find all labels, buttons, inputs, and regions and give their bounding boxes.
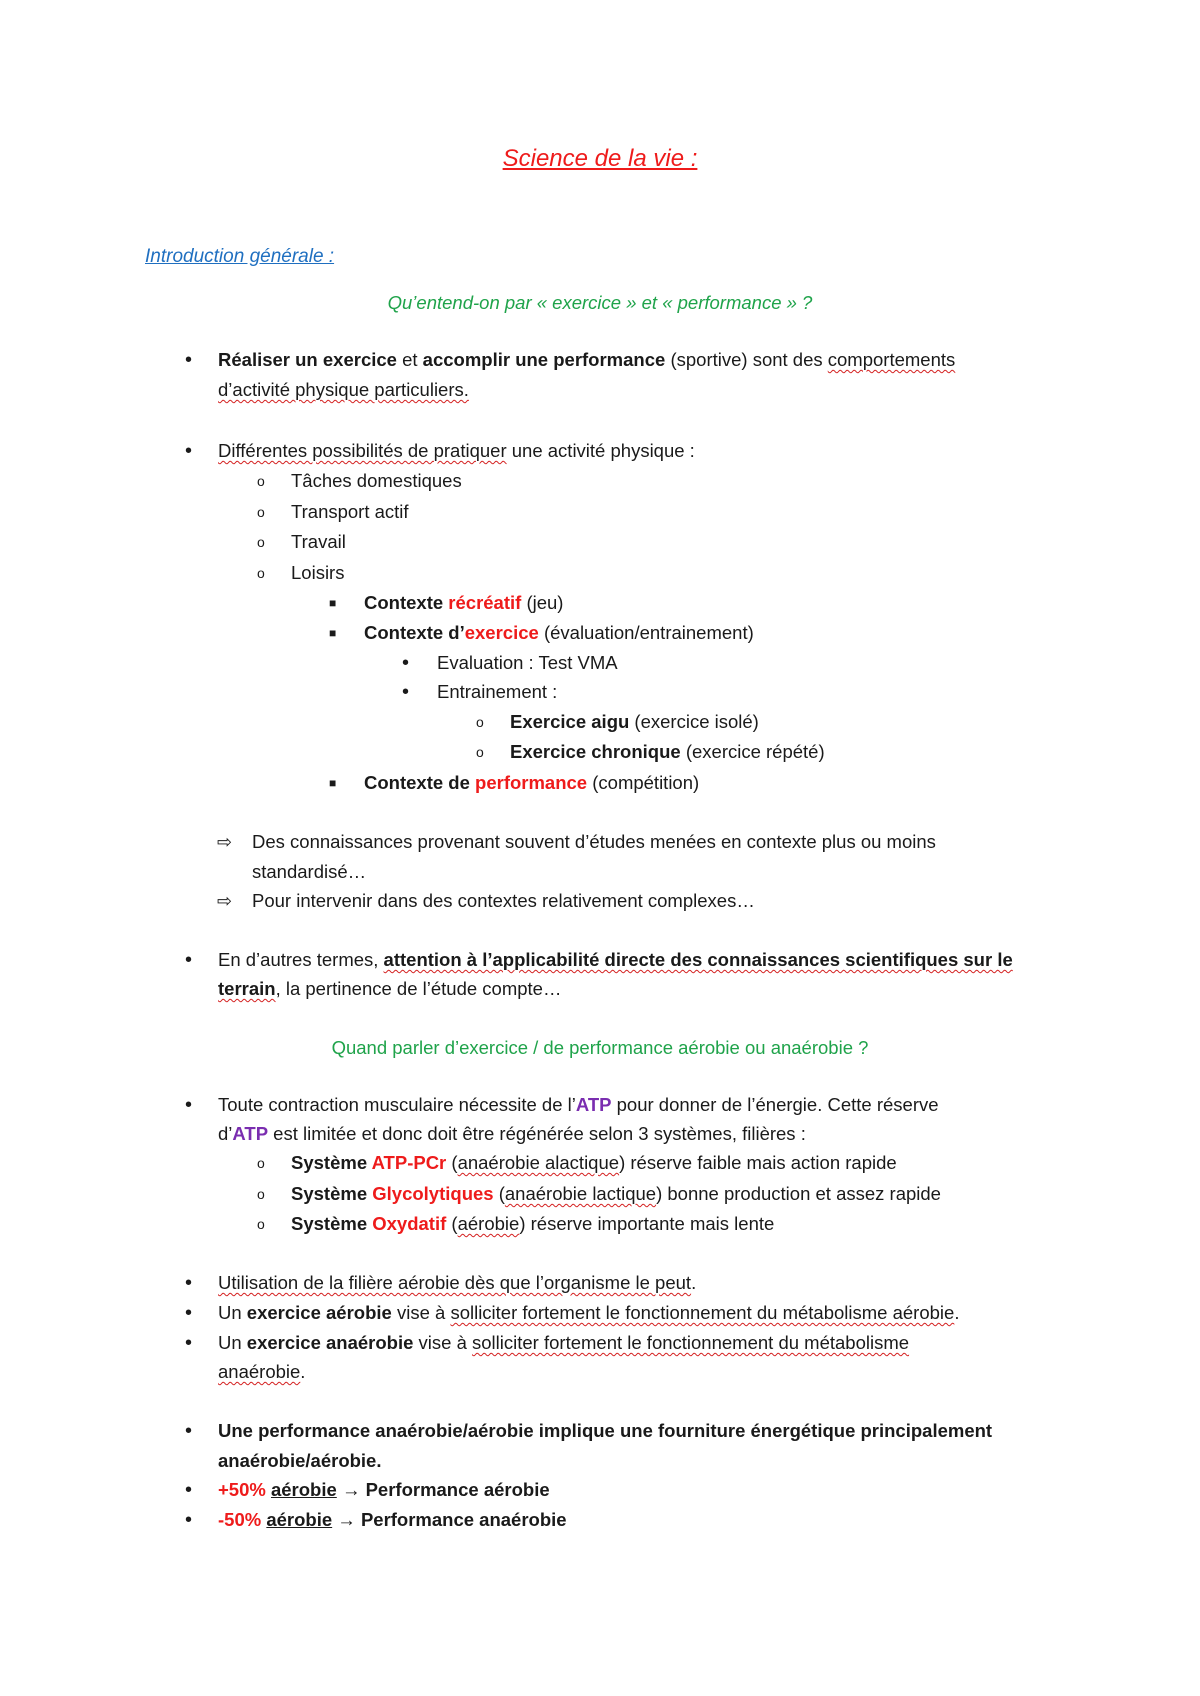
- bullet-text-continued: d’ATP est limitée et donc doit être régénérée selon 3 systèmes, filières :: [218, 1123, 806, 1144]
- list-item: Entrainement :: [437, 681, 558, 702]
- bullet-icon: •: [185, 1094, 193, 1116]
- bullet-text: Utilisation de la filière aérobie dès que l’organisme le peut.: [218, 1272, 697, 1293]
- bullet-text: Réaliser un exercice et accomplir une performance (sportive) sont des comportements: [218, 349, 956, 370]
- bullet-text: Un exercice anaérobie vise à solliciter fortement le fonctionnement du métabolisme: [218, 1332, 910, 1353]
- circle-bullet-icon: o: [257, 1186, 265, 1202]
- right-arrow-icon: →: [337, 1509, 356, 1530]
- list-item: Contexte d’exercice (évaluation/entrainement): [364, 622, 754, 643]
- bullet-text: En d’autres termes, attention à l’applicabilité directe des connaissances scientifiques sur le: [218, 949, 1013, 970]
- arrow-item: Des connaissances provenant souvent d’études menées en contexte plus ou moins: [252, 831, 936, 852]
- list-item: Loisirs: [291, 562, 345, 583]
- list-item: Transport actif: [291, 501, 409, 522]
- bullet-text-continued: d’activité physique particuliers.: [218, 379, 469, 400]
- list-item: Tâches domestiques: [291, 470, 462, 491]
- circle-bullet-icon: o: [257, 1155, 265, 1171]
- list-item: Contexte de performance (compétition): [364, 772, 700, 793]
- bullet-icon: •: [185, 1509, 193, 1531]
- square-bullet-icon: ■: [329, 596, 337, 610]
- arrow-item-continued: standardisé…: [252, 861, 367, 882]
- bullet-icon: •: [185, 1420, 193, 1442]
- bullet-icon: •: [185, 1332, 193, 1354]
- circle-bullet-icon: o: [257, 565, 265, 581]
- circle-bullet-icon: o: [476, 744, 484, 760]
- circle-bullet-icon: o: [257, 504, 265, 520]
- document-title: Science de la vie :: [502, 145, 698, 172]
- circle-bullet-icon: o: [257, 534, 265, 550]
- bullet-text: -50% aérobie → Performance anaérobie: [218, 1509, 567, 1530]
- list-item: Système Oxydatif (aérobie) réserve importante mais lente: [291, 1213, 775, 1234]
- square-bullet-icon: ■: [329, 626, 337, 640]
- circle-bullet-icon: o: [257, 473, 265, 489]
- arrow-item: Pour intervenir dans des contextes relativement complexes…: [252, 890, 755, 911]
- bullet-text-continued: anaérobie/aérobie.: [218, 1450, 382, 1471]
- list-item: Exercice chronique (exercice répété): [510, 741, 825, 762]
- square-bullet-icon: ■: [329, 776, 337, 790]
- bullet-text: Toute contraction musculaire nécessite de l’ATP pour donner de l’énergie. Cette réserve: [218, 1094, 939, 1115]
- bullet-icon: •: [402, 652, 410, 674]
- bullet-text: Un exercice aérobie vise à solliciter fortement le fonctionnement du métabolisme aérobie.: [218, 1302, 960, 1323]
- bullet-icon: •: [185, 1272, 193, 1294]
- bullet-icon: •: [185, 1302, 193, 1324]
- arrow-icon: ⇨: [217, 832, 233, 852]
- right-arrow-icon: →: [341, 1479, 361, 1500]
- list-item: Travail: [291, 531, 346, 552]
- circle-bullet-icon: o: [476, 714, 484, 730]
- question-aerobic-anaerobic: Quand parler d’exercice / de performance aérobie ou anaérobie ?: [331, 1037, 869, 1058]
- arrow-icon: ⇨: [217, 891, 233, 911]
- bullet-text-continued: anaérobie.: [218, 1361, 306, 1382]
- question-exercise-performance: Qu’entend-on par « exercice » et « performance » ?: [387, 292, 813, 313]
- list-item: Evaluation : Test VMA: [437, 652, 618, 673]
- list-item: Système Glycolytiques (anaérobie lactique) bonne production et assez rapide: [291, 1183, 941, 1204]
- bullet-text: Une performance anaérobie/aérobie implique une fourniture énergétique principalement: [218, 1420, 993, 1441]
- intro-heading: Introduction générale :: [145, 246, 335, 267]
- bullet-icon: •: [185, 1479, 193, 1501]
- list-item: Contexte récréatif (jeu): [364, 592, 564, 613]
- bullet-icon: •: [402, 681, 410, 703]
- bullet-icon: •: [185, 949, 193, 971]
- bullet-icon: •: [185, 440, 193, 462]
- list-item: Système ATP-PCr (anaérobie alactique) réserve faible mais action rapide: [291, 1152, 897, 1173]
- bullet-text: Différentes possibilités de pratiquer une activité physique :: [218, 440, 695, 461]
- list-item: Exercice aigu (exercice isolé): [510, 711, 759, 732]
- bullet-text-continued: terrain, la pertinence de l’étude compte…: [218, 978, 562, 999]
- circle-bullet-icon: o: [257, 1216, 265, 1232]
- bullet-icon: •: [185, 349, 193, 371]
- bullet-text: +50% aérobie → Performance aérobie: [218, 1479, 550, 1500]
